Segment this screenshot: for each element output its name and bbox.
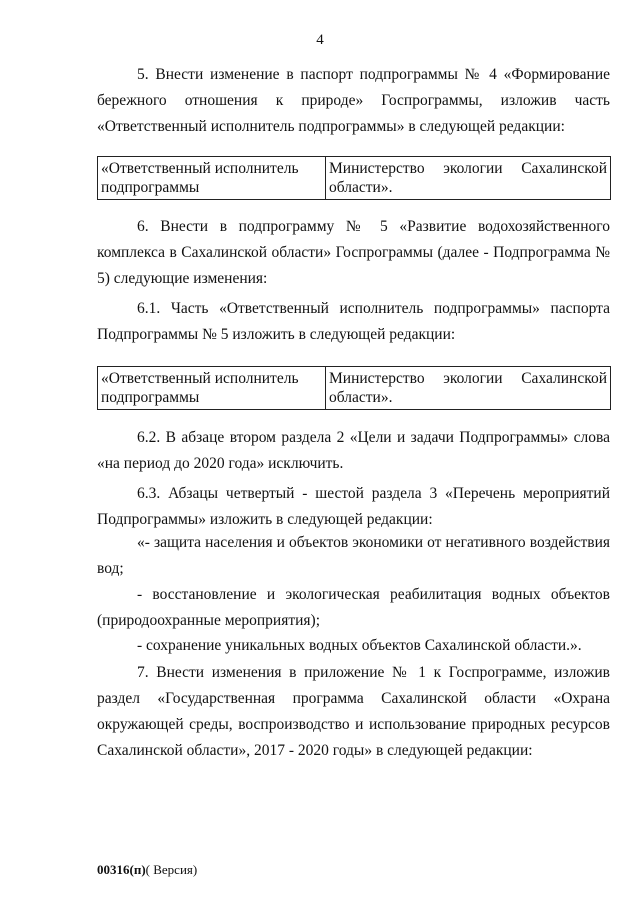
document-footer	[97, 862, 197, 878]
paragraph-6-2: 6.2. В абзаце втором раздела 2 «Цели и задачи Подпрограммы» слова «на период до 2020 года» исключить.	[97, 429, 610, 472]
table-responsible-executor-1	[97, 156, 611, 200]
table1-right-cell: Министерство экологии Сахалинской области».	[326, 157, 611, 200]
page-number: 4	[316, 32, 324, 48]
paragraph-7: 7. Внести изменения в приложение № 1 к Госпрограмме, изложив раздел «Государственная программа Сахалинской области «Охрана окружающей среды, воспроизводство и использование природных ресурсов Сахалинской области», 2017 - 2020 годы» в следующей редакции:	[97, 664, 610, 759]
table2-right-cell: Министерство экологии Сахалинской области».	[326, 367, 611, 410]
quote-item-2: - восстановление и экологическая реабилитация водных объектов (природоохранные мероприятия);	[97, 586, 610, 629]
paragraph-6: 6. Внести в подпрограмму № 5 «Развитие водохозяйственного комплекса в Сахалинской области» Госпрограммы (далее - Подпрограмма № 5) следующие изменения:	[97, 218, 610, 287]
quote-item-3: - сохранение уникальных водных объектов Сахалинской области.».	[137, 637, 582, 654]
paragraph-6-1: 6.1. Часть «Ответственный исполнитель подпрограммы» паспорта Подпрограммы № 5 изложить в следующей редакции:	[97, 300, 610, 343]
table2-left-cell: «Ответственный исполнитель подпрограммы	[98, 367, 326, 410]
footer-code: 00316(п)	[97, 862, 146, 877]
footer-version: ( Версия)	[145, 862, 198, 877]
quote-item-1: «- защита населения и объектов экономики от негативного воздействия вод;	[97, 534, 610, 577]
paragraph-5: 5. Внести изменение в паспорт подпрограммы № 4 «Формирование бережного отношения к природе» Госпрограммы, изложив часть «Ответственный исполнитель подпрограммы» в следующей редакции:	[97, 66, 610, 135]
paragraph-6-3: 6.3. Абзацы четвертый - шестой раздела 3 «Перечень мероприятий Подпрограммы» изложить в следующей редакции:	[97, 485, 610, 528]
table1-left-cell: «Ответственный исполнитель подпрограммы	[98, 157, 326, 200]
table-responsible-executor-2	[97, 366, 611, 410]
